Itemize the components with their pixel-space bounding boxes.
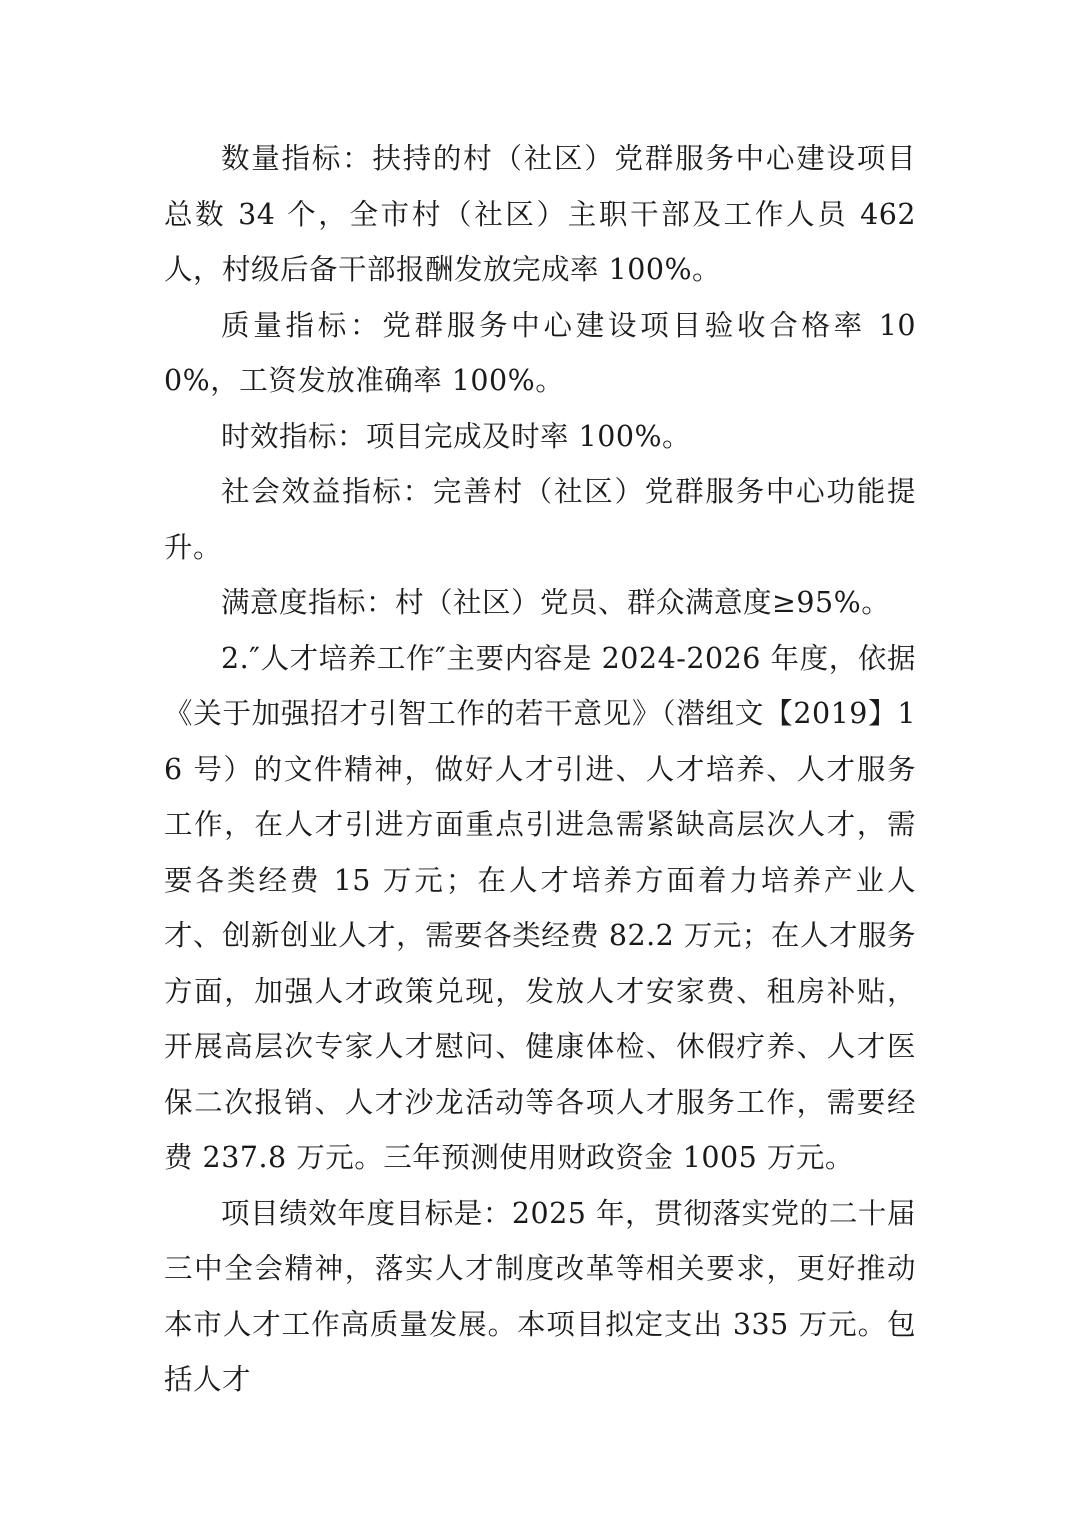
paragraph-quality-indicator: 质量指标：党群服务中心建设项目验收合格率 100%，工资发放准确率 100%。 (164, 308, 916, 397)
paragraph-annual-performance-goal: 项目绩效年度目标是：2025 年，贯彻落实党的二十届三中全会精神，落实人才制度改革等相关要求，更好推动本市人才工作高质量发展。本项目拟定支出 335 万元。包括人才 (164, 1196, 916, 1396)
paragraph-timeliness-indicator: 时效指标：项目完成及时率 100%。 (221, 419, 692, 453)
paragraph-satisfaction-indicator: 满意度指标：村（社区）党员、群众满意度≥95%。 (221, 586, 891, 619)
paragraph-quantity-indicator: 数量指标：扶持的村（社区）党群服务中心建设项目总数 34 个，全市村（社区）主职干部及工作人员 462 人，村级后备干部报酬发放完成率 100%。 (164, 142, 916, 286)
paragraph-talent-training-work: 2.″人才培养工作″主要内容是 2024-2026 年度，依据《关于加强招才引智工作的若干意见》（潜组文【2019】16 号）的文件精神，做好人才引进、人才培养、人才服务工作，在人才引进方面重点引进急需紧缺高层次人才，需要各类经费 15 万元；在人才培养方面着力培养产业人才、创新创业人才，需要各类经费 82.2 万元；在人才服务方面，加强人才政策兑现，发放人才安家费、租房补贴，开展高层次专家人才慰问、健康体检、休假疗养、人才医保二次报销、人才沙龙活动等各项人才服务工作，需要经费 237.8 万元。三年预测使用财政资金 1005 万元。 (164, 641, 916, 1174)
document-body (164, 131, 916, 1408)
paragraph-social-benefit-indicator: 社会效益指标：完善村（社区）党群服务中心功能提升。 (164, 475, 916, 564)
